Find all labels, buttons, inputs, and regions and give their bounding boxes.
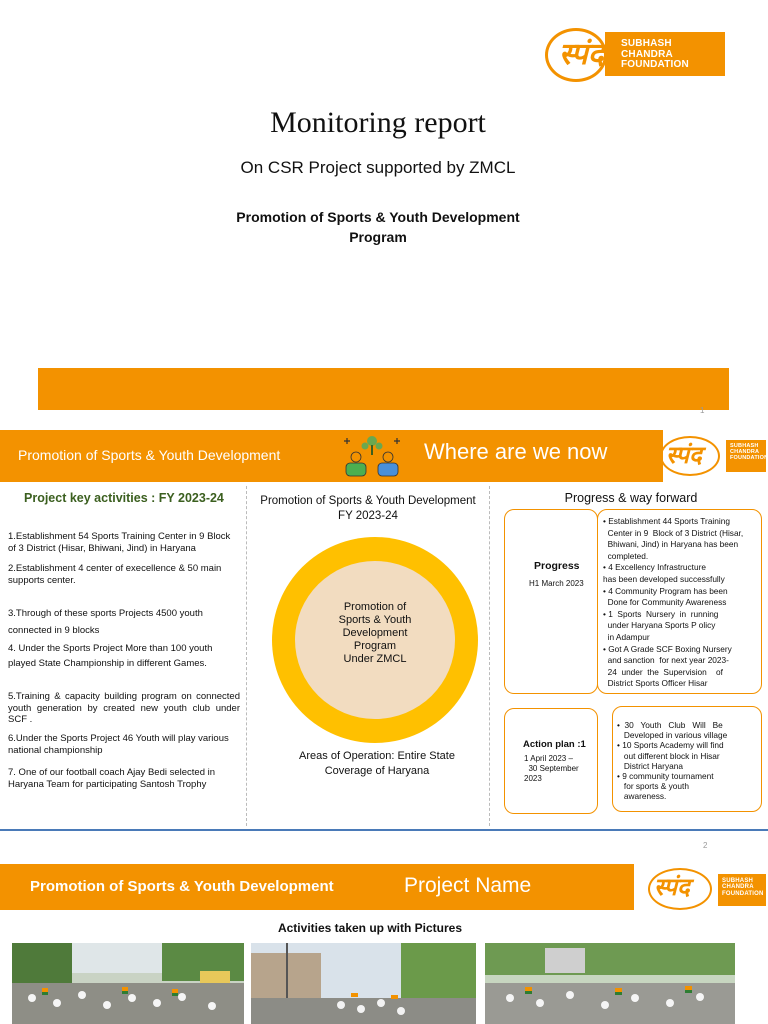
section-label: Project Name <box>404 874 532 897</box>
page-number: 2 <box>703 841 708 850</box>
foundation-logo: स्पंद SUBHASH CHANDRA FOUNDATION <box>648 868 766 914</box>
rally-photo <box>12 943 244 1024</box>
people-growth-icon <box>336 433 408 477</box>
bullet-line: • 9 community tournament <box>617 771 714 781</box>
bullet-line: • 10 Sports Academy will find <box>617 740 724 751</box>
program-circle-text: Promotion of Sports & Youth Development Program Under ZMCL <box>338 601 412 665</box>
cycle-rally-photo <box>485 943 735 1024</box>
column-divider <box>246 486 247 826</box>
column-divider <box>489 486 490 826</box>
bullet-line: • 1 Sports Nursery in running <box>603 608 719 619</box>
slide-activities <box>0 842 768 1024</box>
bullet-line: Bhiwani, Jind) in Haryana has been <box>603 539 739 550</box>
activity-item: 7. One of our football coach Ajay Bedi selected in Haryana Team for participating Santosh Trophy <box>8 767 216 790</box>
bullet-line: • 4 Community Program has been <box>603 585 728 596</box>
progress-title: Progress & way forward <box>564 491 698 505</box>
progress-label-box <box>504 509 598 694</box>
slide-status <box>0 430 768 850</box>
bullet-line: completed. <box>603 550 649 561</box>
slide-cover <box>0 0 768 420</box>
bullet-line: • Got A Grade SCF Boxing Nursery <box>603 643 732 654</box>
bullet-line: 24 under the Supervision of <box>603 666 723 677</box>
bullet-line: awareness. <box>617 791 667 802</box>
page-number: 1 <box>700 406 705 415</box>
progress-label: Progress <box>534 560 580 572</box>
bullet-line: • Establishment 44 Sports Training <box>603 516 730 526</box>
street-march-photo <box>251 943 476 1024</box>
activity-item: 6.Under the Sports Project 46 Youth will play various national championship <box>8 733 229 756</box>
bullet-line: and sanction for next year 2023- <box>603 655 729 666</box>
bullet-line: Done for Community Awareness <box>603 597 727 608</box>
bullet-line: in Adampur <box>603 632 650 642</box>
activity-item: 2.Establishment 4 center of execellence & 50 main supports center. <box>8 563 222 586</box>
activity-item: 3.Through of these sports Projects 4500 youth connected in 9 blocks <box>8 608 203 636</box>
bullet-line: • 30 Youth Club Will Be <box>617 720 723 730</box>
slide-bottom-rule <box>0 829 768 831</box>
activity-item: 4. Under the Sports Project More than 100 youth played State Championship in different Games. <box>8 643 213 669</box>
bullet-line: • 4 Excellency Infrastructure <box>603 562 706 573</box>
action-period: 1 April 2023 – 30 September 2023 <box>524 754 579 783</box>
banner-title: Promotion of Sports & Youth Development <box>18 447 281 463</box>
bullet-line: Developed in various village <box>617 730 728 741</box>
activities-title: Project key activities : FY 2023-24 <box>24 491 224 505</box>
report-subtitle: On CSR Project supported by ZMCL <box>240 158 516 177</box>
bullet-line: under Haryana Sports P olicy <box>603 620 716 631</box>
progress-period: H1 March 2023 <box>529 579 584 588</box>
foundation-logo: स्पंद SUBHASH CHANDRA FOUNDATION <box>545 28 725 80</box>
action-label: Action plan :1 <box>523 739 586 750</box>
activity-item: 1.Establishment 54 Sports Training Center in 9 Block of 3 District (Hisar, Bhiwani, Jind) in Haryana <box>8 531 231 554</box>
bullet-line: for sports & youth <box>617 781 689 792</box>
activities-heading: Activities taken up with Pictures <box>277 921 463 935</box>
bullet-line: out different block in Hisar <box>617 750 720 761</box>
bullet-line: Center in 9 Block of 3 District (Hisar, <box>603 527 744 538</box>
bullet-line: has been developed successfully <box>603 574 725 584</box>
program-name: Promotion of Sports & Youth Development Program <box>236 209 520 245</box>
bullet-line: District Haryana <box>617 760 683 771</box>
areas-of-operation: Areas of Operation: Entire State Coverage of Haryana <box>299 750 455 777</box>
foundation-logo: स्पंद SUBHASH CHANDRA FOUNDATION <box>660 436 766 482</box>
report-title: Monitoring report <box>270 106 486 139</box>
bullet-line: District Sports Officer Hisar <box>603 678 708 689</box>
section-label: Where are we now <box>424 439 608 464</box>
banner-title: Promotion of Sports & Youth Development <box>30 878 334 895</box>
program-year-title: Promotion of Sports & Youth Development FY 2023-24 <box>260 495 476 522</box>
orange-footer-bar <box>38 368 729 410</box>
activity-item: 5.Training & capacity building program on connected youth generation by created new youth club under SCF . <box>8 691 240 725</box>
